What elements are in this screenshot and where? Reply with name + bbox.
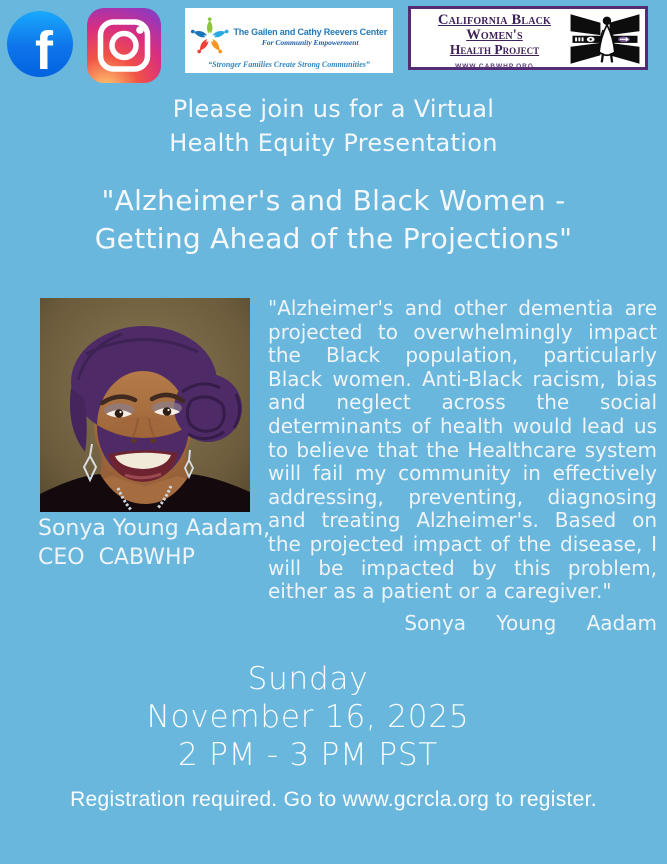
reevers-center-logo [185,8,393,73]
title-line1: "Alzheimer's and Black Women - [101,184,566,217]
cabwhp-logo [408,6,648,70]
facebook-icon[interactable] [7,11,73,82]
quote-text: "Alzheimer's and other dementia are projected to overwhelmingly impact the Black population, particularly Black women. Anti-Black racism, bias and neglect across the social determinants of health would lead us to believe that the Healthcare system will fail my community in effectively addressing, preventing, diagnosing and treating Alzheimer's. Based on the projected impact of the disease, I will be impacted by this problem, either as a patient or a caregiver." [268,296,657,604]
cabwhp-woman-emblem-icon [568,13,642,65]
reevers-subtitle: For Community Empowerment [261,38,359,48]
speaker-photo [40,298,250,512]
event-time: 2 PM - 3 PM PST [177,737,439,773]
quote-block [268,297,657,635]
cabwhp-website: WWW.CABWHP.ORG [455,62,534,70]
reevers-star-icon [189,12,230,62]
event-day: Sunday [247,661,369,697]
title-line2: Getting Ahead of the Projections" [94,222,573,255]
speaker-role: CEO CABWHP [38,545,195,570]
instagram-icon[interactable] [87,8,161,83]
cabwhp-name-line2: Health Project [449,42,540,58]
quote-attribution: Sonya Young Aadam [404,610,657,635]
event-date: November 16, 2025 [146,699,470,735]
instagram-camera-icon [87,8,161,83]
speaker-name: Sonya Young Aadam, [38,516,271,541]
facebook-f-glyph: f [35,21,53,82]
intro-heading [0,92,667,160]
event-details [0,660,616,774]
cabwhp-name-line1: California Black Women's [437,12,552,44]
intro-line1: Please join us for a Virtual [172,95,495,123]
portrait-sonya-young-aadam [40,298,250,512]
intro-line2: Health Equity Presentation [169,129,498,157]
speaker-caption [38,514,273,572]
reevers-tagline: “Stronger Families Create Strong Communities” [208,60,370,69]
presentation-title [0,182,667,258]
reevers-title: The Gailen and Cathy Reevers Center [233,26,387,37]
registration-text: Registration required. Go to www.gcrcla.org to register. [70,788,597,811]
